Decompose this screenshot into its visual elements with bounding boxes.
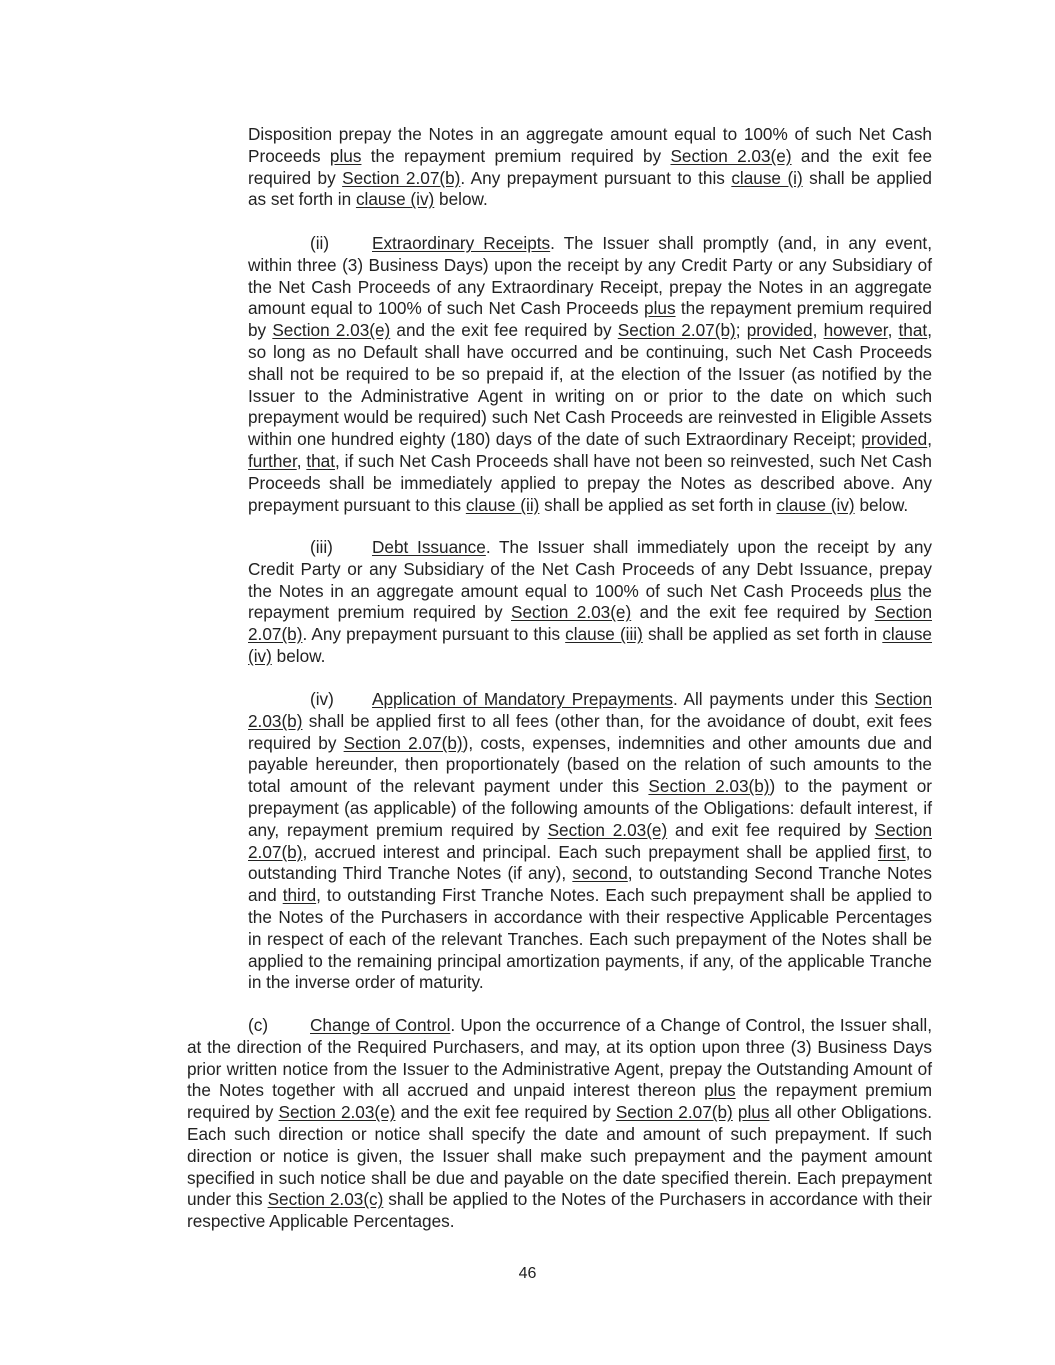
cross-reference: clause (iii): [565, 624, 643, 645]
emphasis-provided: provided: [746, 320, 813, 341]
section-heading: Change of Control: [310, 1015, 451, 1035]
emphasis-plus: plus: [329, 145, 362, 166]
cross-reference: clause (ii): [465, 494, 540, 515]
clause-number: (iv): [310, 689, 334, 709]
emphasis-second: second: [572, 863, 628, 884]
emphasis-however: however: [823, 320, 888, 341]
emphasis-first: first: [877, 841, 906, 862]
paragraph-extraordinary-receipts: (ii) Extraordinary Receipts. The Issuer shall promptly (and, in any event, within three (3) Business Days) upon the receipt by any Credit Party or any Subsidiary of the Net Cash Proceeds of any Extraordinary Receipt, prepay the Notes in an aggregate amount equal to 100% of such Net Cash Proceeds plus the repayment premium required by Section 2.03(e) and the exit fee required by Section 2.07(b); provided, however, that, so long as no Default shall have occurred and be continuing, such Net Cash Proceeds shall not be required to be so prepaid if, at the election of the Issuer (as notified by the Issuer to the Administrative Agent in writing on or prior to the date on which such prepayment would be required) such Net Cash Proceeds are reinvested in Eligible Assets within one hundred eighty (180) days of the date of such Extraordinary Receipt; provided, further, that, if such Net Cash Proceeds shall have not been so reinvested, such Net Cash Proceeds shall be immediately applied to prepay the Notes as described above. Any prepayment pursuant to this clause (ii) shall be applied as set forth in clause (iv) below.: [248, 233, 932, 515]
clause-number: (ii): [310, 233, 330, 253]
section-letter: (c): [248, 1015, 269, 1035]
cross-reference: Section 2.03(b): [648, 776, 770, 797]
cross-reference: Section 2.03(e): [670, 145, 792, 166]
cross-reference: Section 2.03(e): [272, 320, 391, 341]
cross-reference: clause (iv): [248, 624, 932, 666]
emphasis-that: that: [306, 450, 336, 471]
cross-reference: Section 2.07(b): [342, 167, 461, 188]
paragraph-disposition-continuation: Disposition prepay the Notes in an aggregate amount equal to 100% of such Net Cash Proceeds plus the repayment premium required by Section 2.03(e) and the exit fee required by Section 2.07(b). Any prepayment pursuant to this clause (i) shall be applied as set forth in clause (iv) below.: [248, 124, 932, 210]
emphasis-plus: plus: [644, 298, 676, 319]
cross-reference: Section 2.07(b): [617, 320, 736, 341]
emphasis-third: third: [282, 885, 317, 906]
cross-reference: Section 2.07(b): [248, 819, 932, 862]
emphasis-plus: plus: [737, 1102, 770, 1123]
emphasis-plus: plus: [704, 1080, 736, 1101]
emphasis-plus: plus: [869, 580, 902, 601]
cross-reference: Section 2.03(e): [278, 1102, 396, 1123]
clause-number: (iii): [310, 537, 333, 557]
clause-heading: Extraordinary Receipts: [372, 233, 551, 253]
clause-heading: Debt Issuance: [372, 537, 486, 557]
cross-reference: clause (iv): [776, 494, 855, 515]
paragraph-debt-issuance: (iii) Debt Issuance. The Issuer shall immediately upon the receipt by any Credit Party or any Subsidiary of the Net Cash Proceeds of any Debt Issuance, prepay the Notes in an aggregate amount equal to 100% of such Net Cash Proceeds plus the repayment premium required by Section 2.03(e) and the exit fee required by Section 2.07(b). Any prepayment pursuant to this clause (iii) shall be applied as set forth in clause (iv) below.: [248, 537, 932, 666]
cross-reference: clause (iv): [355, 189, 435, 210]
cross-reference: Section 2.03(c): [267, 1189, 384, 1210]
paragraph-change-of-control: (c) Change of Control. Upon the occurrence of a Change of Control, the Issuer shall, at the direction of the Required Purchasers, and may, at its option upon three (3) Business Days prior written notice from the Issuer to the Administrative Agent, prepay the Outstanding Amount of the Notes together with all accrued and unpaid interest thereon plus the repayment premium required by Section 2.03(e) and the exit fee required by Section 2.07(b) plus all other Obligations. Each such direction or notice shall specify the date and amount of such prepayment. If such direction or notice is given, the Issuer shall make such prepayment and the payment amount specified in such notice shall be due and payable on the date specified therein. Each prepayment under this Section 2.03(c) shall be applied to the Notes of the Purchasers in accordance with their respective Applicable Percentages.: [187, 1015, 933, 1232]
paragraph-application-of-mandatory-prepayments: (iv) Application of Mandatory Prepayments. All payments under this Section 2.03(b) shall be applied first to all fees (other than, for the avoidance of doubt, exit fees required by Section 2.07(b)), costs, expenses, indemnities and other amounts due and payable hereunder, then proportionately (based on the relation of such amounts to the total amount of the relevant payment under this Section 2.03(b)) to the payment or prepayment (as applicable) of the following amounts of the Obligations: default interest, if any, repayment premium required by Section 2.03(e) and exit fee required by Section 2.07(b), accrued interest and principal. Each such prepayment shall be applied first, to outstanding Third Tranche Notes (if any), second, to outstanding Second Tranche Notes and third, to outstanding First Tranche Notes. Each such prepayment shall be applied to the Notes of the Purchasers in accordance with their respective Applicable Percentages in respect of each of the relevant Tranches. Each such prepayment of the Notes shall be applied to the remaining principal amortization payments, if any, of the applicable Tranche in the inverse order of maturity.: [248, 689, 933, 993]
emphasis-further: further: [248, 450, 297, 471]
cross-reference: Section 2.07(b): [248, 602, 932, 645]
cross-reference: Section 2.03(e): [547, 819, 668, 840]
cross-reference: Section 2.07(b): [615, 1102, 733, 1123]
page-number: 46: [518, 1265, 537, 1282]
cross-reference: Section 2.03(b): [248, 689, 932, 731]
emphasis-provided: provided: [861, 429, 928, 450]
emphasis-that: that: [898, 320, 928, 341]
cross-reference: clause (i): [731, 167, 803, 188]
clause-heading: Application of Mandatory Prepayments: [372, 689, 673, 709]
cross-reference: Section 2.07(b): [343, 732, 463, 753]
cross-reference: Section 2.03(e): [511, 602, 632, 623]
